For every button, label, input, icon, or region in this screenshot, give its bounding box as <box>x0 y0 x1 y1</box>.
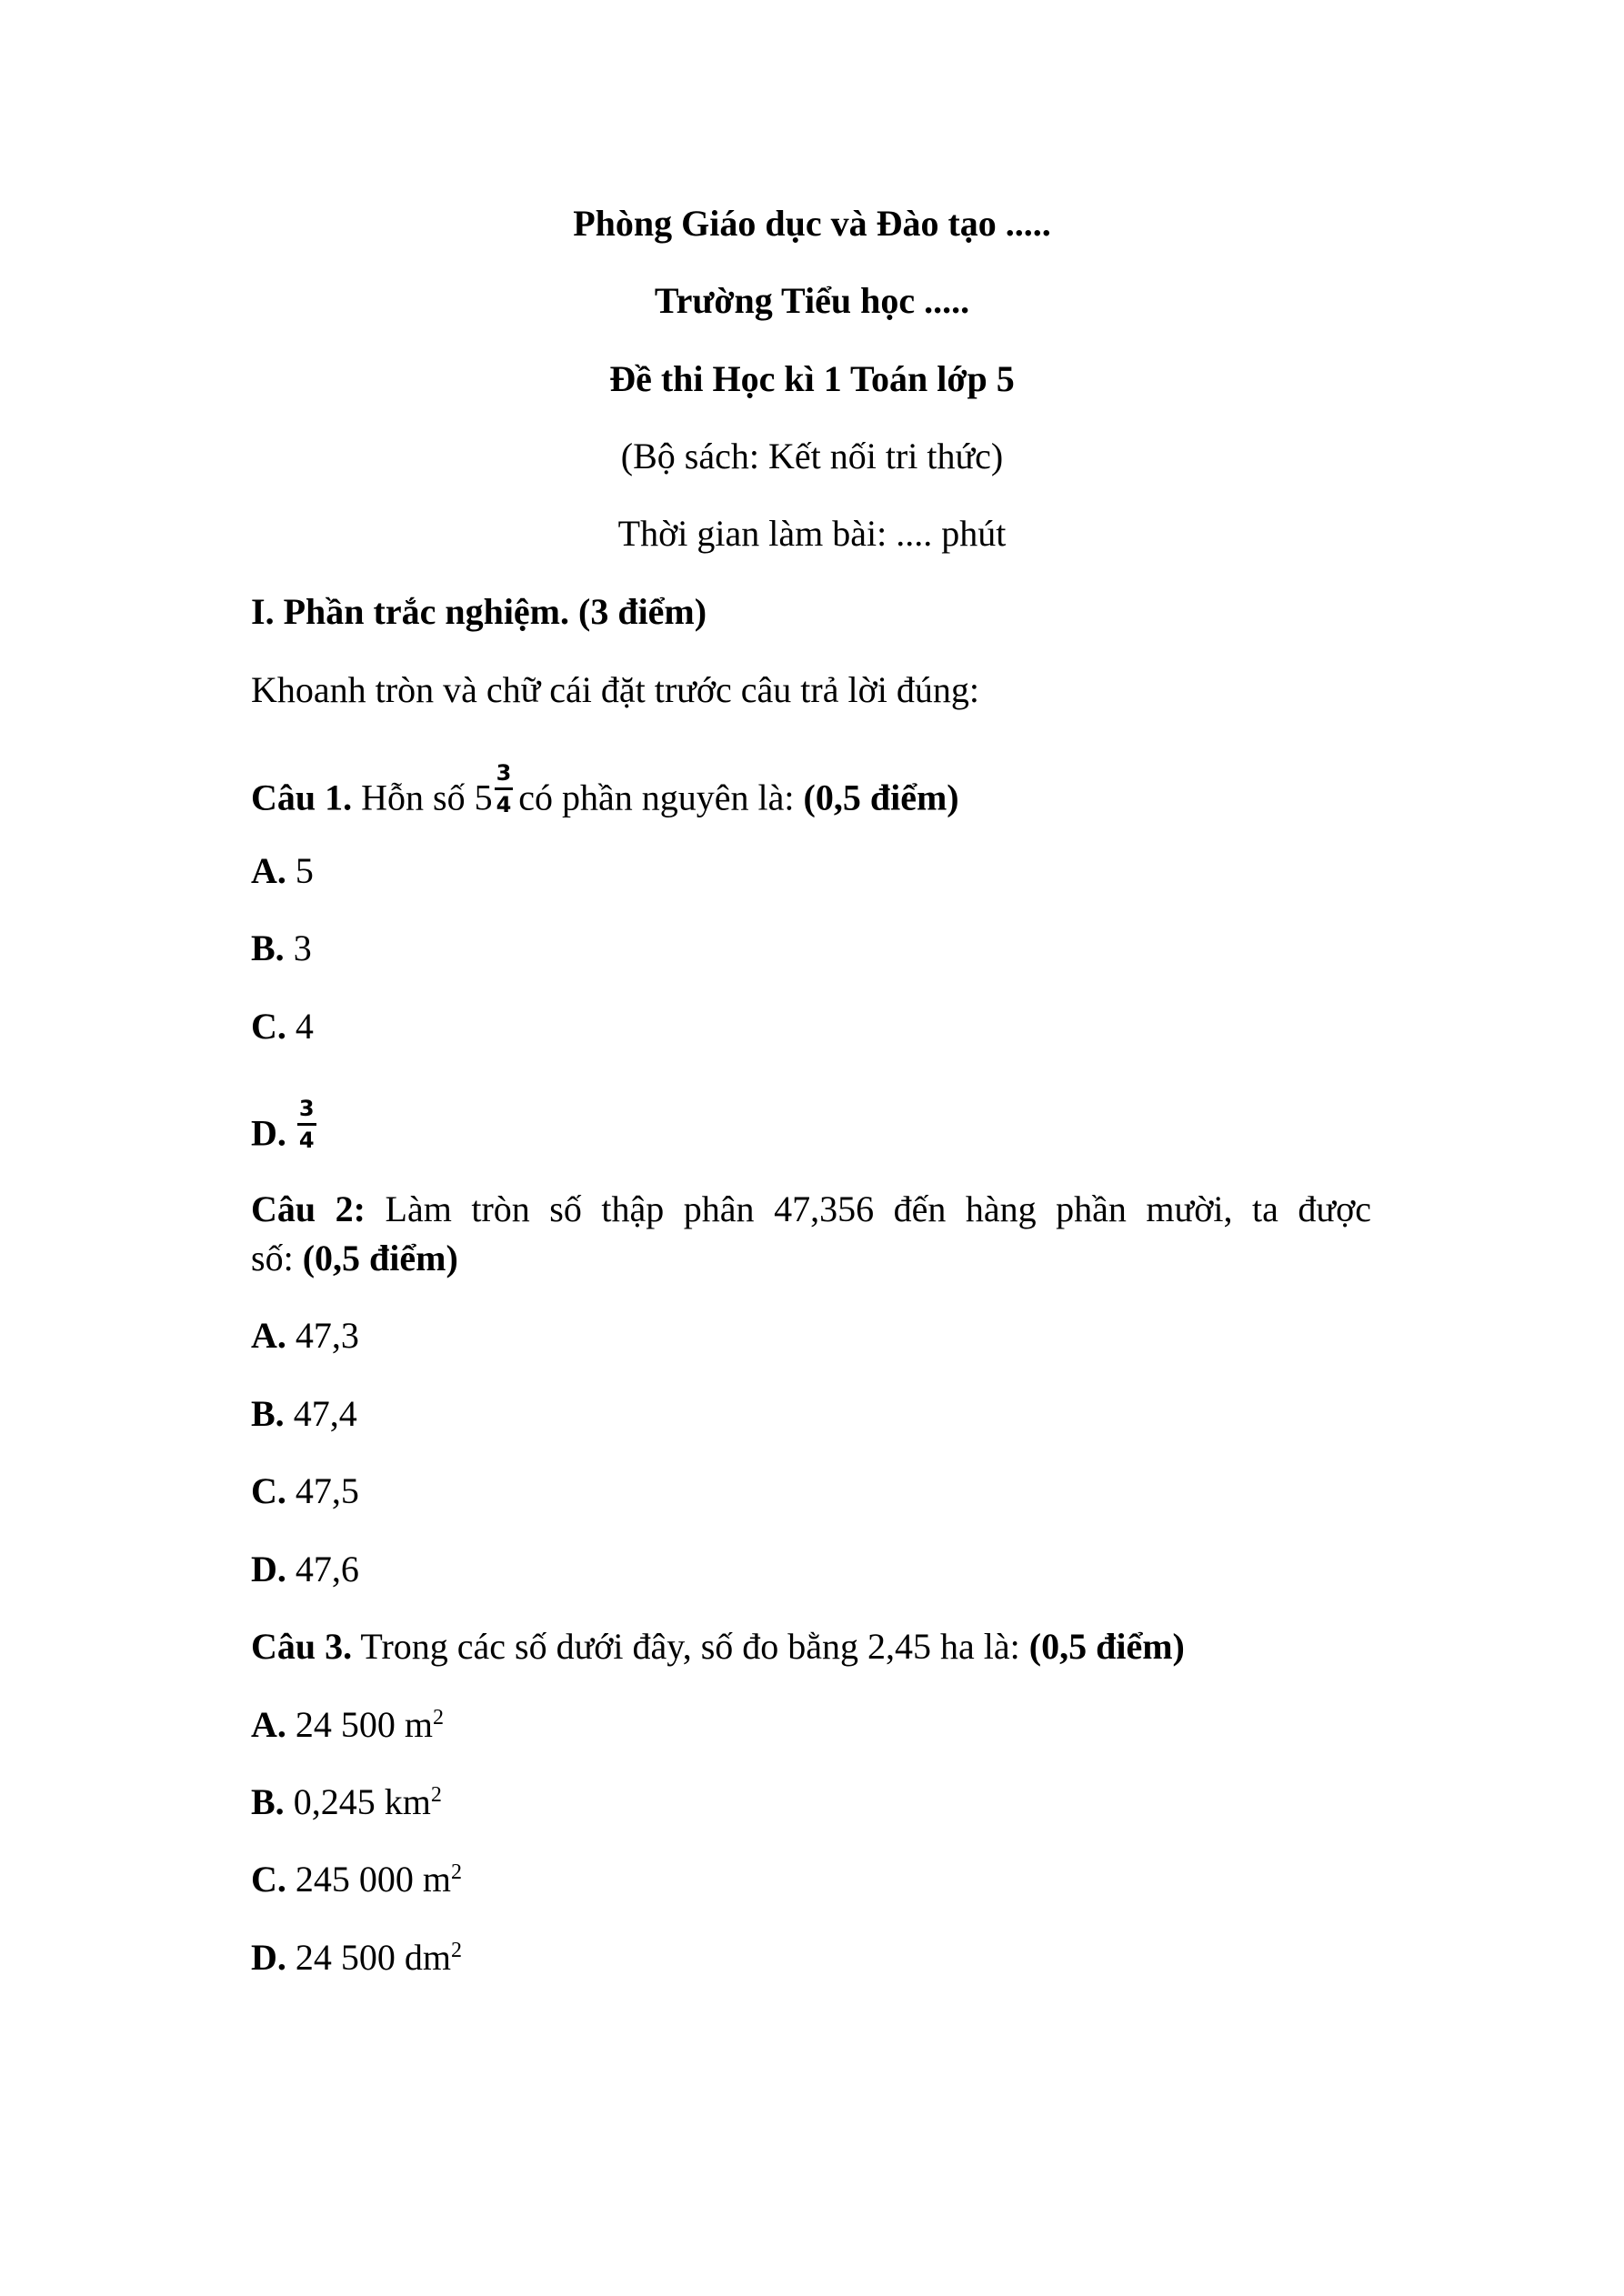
superscript: 2 <box>430 1783 442 1807</box>
fraction-numerator: 3 <box>298 1096 315 1121</box>
question-1-points: (0,5 điểm) <box>803 777 959 818</box>
superscript: 2 <box>451 1860 463 1884</box>
fraction-denominator: 4 <box>298 1128 315 1153</box>
question-2-line-2 <box>251 1240 458 1277</box>
option-value: 47,3 <box>295 1315 359 1356</box>
option-letter: B. <box>251 1393 285 1434</box>
question-1 <box>251 760 959 828</box>
q2-option-d[interactable] <box>251 1551 359 1588</box>
option-letter: A. <box>251 850 286 891</box>
q1-option-d[interactable] <box>251 1096 322 1164</box>
option-letter: D. <box>251 1112 286 1154</box>
option-letter: C. <box>251 1470 286 1511</box>
q1-option-a[interactable] <box>251 850 314 891</box>
option-value: 24 500 m <box>295 1704 434 1745</box>
book-series: (Bộ sách: Kết nối tri thức) <box>620 436 1004 476</box>
q3-option-b[interactable] <box>251 1781 442 1822</box>
superscript: 2 <box>451 1939 463 1962</box>
fraction-numerator: 3 <box>496 760 512 786</box>
option-letter: A. <box>251 1315 286 1356</box>
mixed-number-fraction <box>495 762 514 816</box>
section-instruction: Khoanh tròn và chữ cái đặt trước câu trả lời đúng: <box>251 669 979 710</box>
option-letter: C. <box>251 1859 286 1900</box>
q3-option-c[interactable] <box>251 1861 462 1898</box>
question-2-text: Làm tròn số thập phân 47,356 đến hàng phần mười, ta được <box>385 1188 1372 1229</box>
department-heading: Phòng Giáo dục và Đào tạo ..... <box>573 203 1051 244</box>
option-letter: D. <box>251 1549 286 1589</box>
q3-option-d[interactable] <box>251 1937 463 1978</box>
question-2-points: (0,5 điểm) <box>302 1238 458 1278</box>
option-letter: B. <box>251 927 285 968</box>
q2-option-a[interactable] <box>251 1315 359 1356</box>
section-heading: I. Phần trắc nghiệm. (3 điểm) <box>251 591 707 632</box>
question-2-label: Câu 2: <box>251 1188 366 1229</box>
q1-option-b[interactable] <box>251 927 312 968</box>
option-value: 245 000 m <box>295 1859 452 1900</box>
option-value: 47,6 <box>295 1549 359 1589</box>
q2-option-c[interactable] <box>251 1470 359 1511</box>
superscript: 2 <box>433 1706 445 1730</box>
question-3-label: Câu 3. <box>251 1626 353 1667</box>
question-1-text: Hỗn số 5 <box>361 777 493 818</box>
exam-title: Đề thi Học kì 1 Toán lớp 5 <box>609 358 1015 399</box>
question-1-text-after: có phần nguyên là: <box>518 777 804 818</box>
question-1-label: Câu 1. <box>251 777 353 818</box>
option-value: 4 <box>295 1006 314 1047</box>
question-2-text-cont: số: <box>251 1238 303 1278</box>
q2-option-b[interactable] <box>251 1393 357 1434</box>
question-2-line-1 <box>251 1188 1372 1229</box>
school-heading: Trường Tiểu học ..... <box>654 280 970 321</box>
option-letter: C. <box>251 1006 286 1047</box>
option-value: 47,4 <box>293 1393 357 1434</box>
option-value: 47,5 <box>295 1470 359 1511</box>
option-letter: B. <box>251 1781 285 1822</box>
option-letter: D. <box>251 1937 286 1978</box>
option-value: 3 <box>293 927 312 968</box>
question-3-points: (0,5 điểm) <box>1028 1626 1185 1667</box>
fraction-denominator: 4 <box>496 792 512 817</box>
option-letter: A. <box>251 1704 286 1745</box>
question-3-text: Trong các số dưới đây, số đo bằng 2,45 ha là: <box>360 1626 1029 1667</box>
time-allowed: Thời gian làm bài: .... phút <box>617 513 1007 554</box>
option-fraction <box>297 1098 316 1151</box>
option-value: 24 500 dm <box>295 1937 452 1978</box>
q3-option-a[interactable] <box>251 1704 445 1745</box>
option-value: 5 <box>295 850 314 891</box>
option-value: 0,245 km <box>293 1781 431 1822</box>
q1-option-c[interactable] <box>251 1008 314 1045</box>
question-3 <box>251 1626 1185 1667</box>
